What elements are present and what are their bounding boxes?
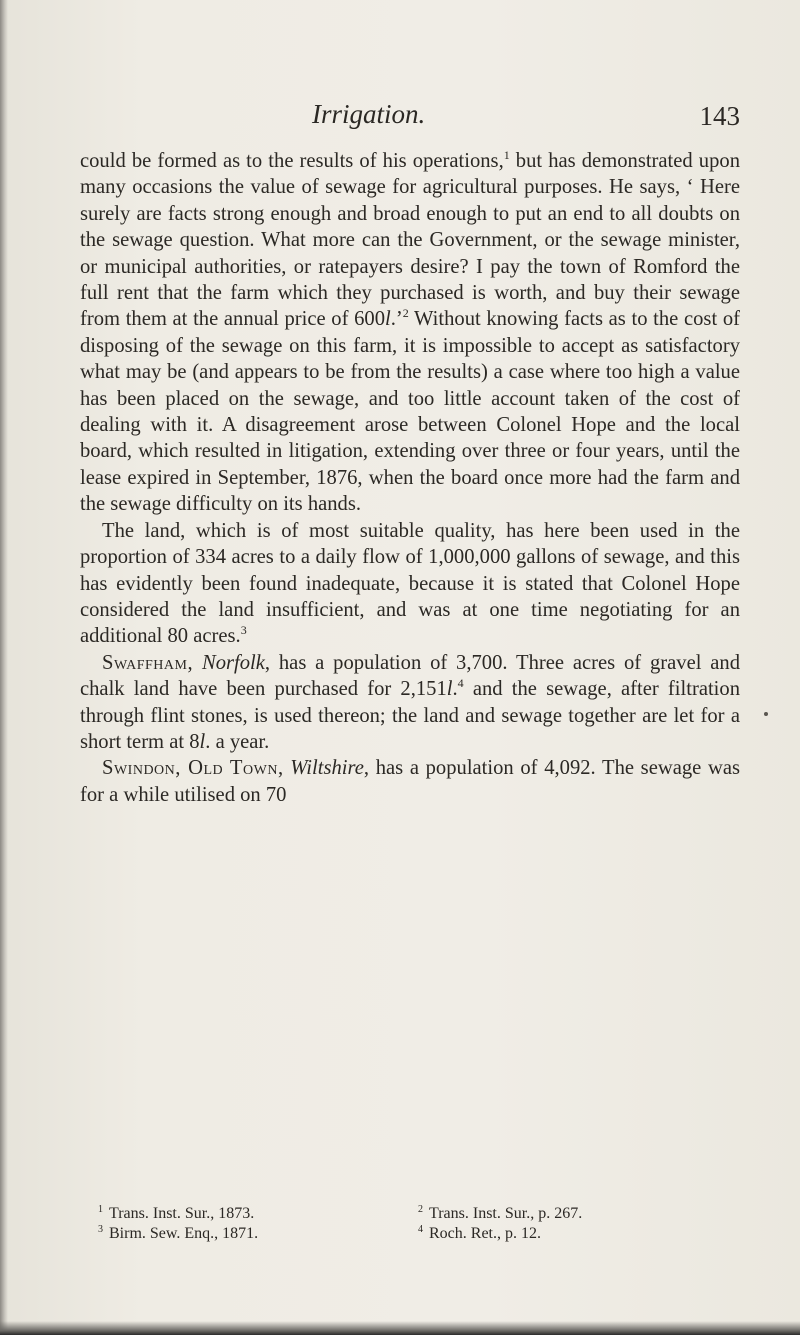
text-run: and the sewage, after filtration through flint stones, is used thereon; the land and sewage together are let for a short term at 8: [80, 678, 740, 753]
paragraph-land-proportion: [80, 518, 740, 650]
page-bottom-shadow: [0, 1321, 800, 1335]
text-run: could be formed as to the results of his operations,: [80, 150, 504, 172]
footnote-1: [98, 1204, 418, 1224]
footnote-ref: 4: [457, 676, 464, 691]
text-run: .’: [390, 308, 403, 331]
footnote-text: Trans. Inst. Sur., 1873.: [109, 1205, 255, 1222]
pound-symbol: l: [385, 308, 391, 331]
text-run: .: [452, 678, 458, 701]
body-text: [80, 148, 740, 808]
footnote-row: [98, 1204, 738, 1224]
margin-speck: [764, 712, 768, 716]
footnote-mark: 3: [98, 1223, 103, 1235]
county-name: Wiltshire: [290, 757, 364, 780]
footnote-ref: 1: [503, 148, 510, 163]
footnote-ref: 3: [240, 623, 247, 638]
paragraph-romford: [80, 148, 740, 518]
footnote-4: [418, 1224, 738, 1244]
footnote-ref: 2: [402, 306, 409, 321]
pound-symbol: l: [446, 678, 453, 701]
place-name: Swaffham,: [102, 651, 194, 674]
text-run: . a year.: [205, 730, 270, 753]
footnote-mark: 2: [418, 1203, 423, 1215]
footnotes: [98, 1204, 738, 1244]
paragraph-swaffham: [80, 650, 740, 756]
text-run: , has a population of 4,092. The sewage was for a while utilised on 70: [80, 757, 740, 806]
text-run: Without knowing facts as to the cost of disposing of the sewage on this farm, it is impossible to accept as satisfactory what may be (and appears to be from the results) a case where too high a value has been placed on the sewage, and too little account taken of the cost of dealing with it. A disagreement arose between Colonel Hope and the local board, which resulted in litigation, extending over three or four years, until the lease expired in September, 1876, when the board once more had the farm and the sewage difficulty on its hands.: [80, 308, 740, 516]
footnote-text: Birm. Sew. Enq., 1871.: [109, 1225, 259, 1242]
footnote-text: Roch. Ret., p. 12.: [429, 1225, 541, 1242]
footnote-row: [98, 1224, 738, 1244]
pound-symbol: l: [199, 730, 206, 753]
footnote-3: [98, 1224, 418, 1244]
footnote-2: [418, 1204, 738, 1224]
page-number: 143: [699, 101, 740, 131]
paragraph-swindon: [80, 755, 740, 808]
page-header: [80, 95, 740, 135]
page-gutter-shadow: [0, 0, 8, 1335]
footnote-text: Trans. Inst. Sur., p. 267.: [429, 1205, 583, 1222]
text-run: The land, which is of most suitable quality, has here been used in the proportion of 334 acres to a daily flow of 1,000,000 gallons of sewage, and this has evidently been found inadequate, because it is stated that Colonel Hope considered the land insufficient, and was at one time negotiating for an additional 80 acres.: [80, 519, 740, 648]
footnote-mark: 4: [418, 1223, 423, 1235]
footnote-mark: 1: [98, 1203, 103, 1215]
place-name: Swindon, Old Town,: [102, 757, 284, 780]
text-run: , has a population of 3,700. Three acres of gravel and chalk land have been purchased for 2,151: [80, 651, 740, 701]
county-name: Norfolk: [201, 651, 265, 674]
text-run: but has demonstrated upon many occasions the value of sewage for agricultural purposes. He says, ‘ Here surely are facts strong enough and broad enough to put an end to all doubts on the sewage question. What more can the Government, or the sewage minister, or municipal authorities, or ratepayers desire? I pay the town of Romford the full rent that the farm which they purchased is worth, and buy their sewage from them at the annual price of 600: [80, 150, 740, 331]
running-title: Irrigation.: [312, 99, 426, 129]
